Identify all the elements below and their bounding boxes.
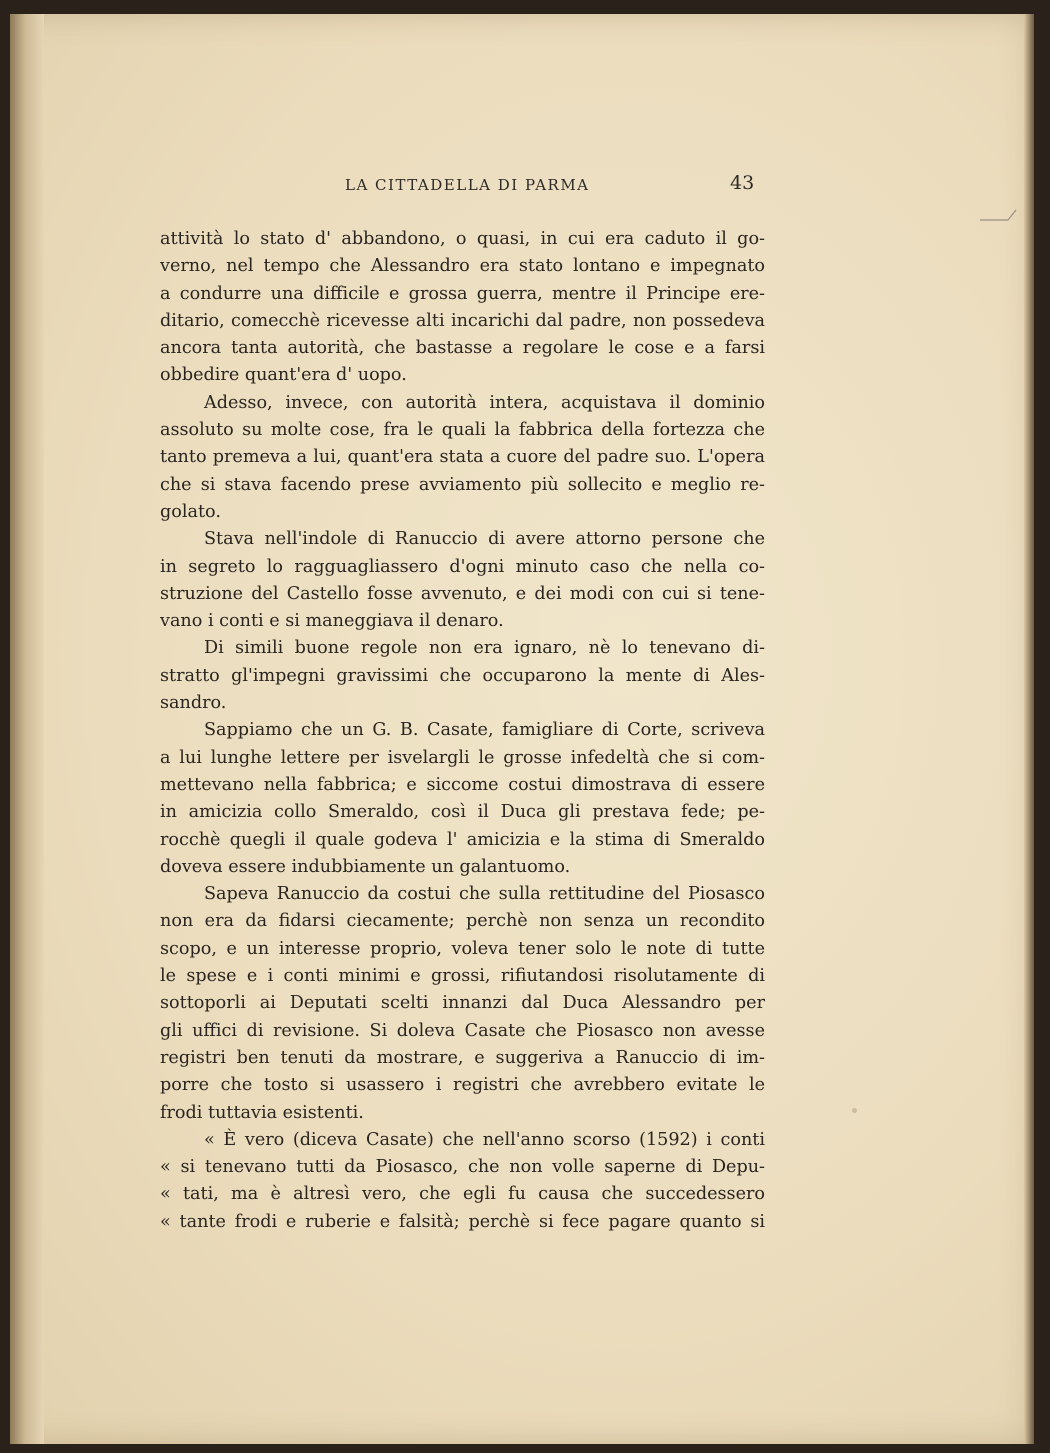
text-line: mettevano nella fabbrica; e siccome costui dimostrava di essere: [160, 774, 765, 795]
text-line: « tante frodi e ruberie e falsità; perchè si fece pagare quanto si: [160, 1211, 765, 1232]
text-line: a condurre una difficile e grossa guerra, mentre il Principe ere-: [160, 283, 765, 304]
text-line: ancora tanta autorità, che bastasse a regolare le cose e a farsi: [160, 338, 765, 359]
text-line: « È vero (diceva Casate) che nell'anno scorso (1592) i conti: [204, 1129, 765, 1150]
body-text: [160, 226, 765, 1236]
text-line: verno, nel tempo che Alessandro era stato lontano e impegnato: [160, 256, 765, 277]
text-line: in segreto lo ragguagliassero d'ogni minuto caso che nella co-: [160, 556, 765, 577]
text-line: le spese e i conti minimi e grossi, rifiutandosi risolutamente di: [160, 966, 765, 987]
text-line: vano i conti e si maneggiava il denaro.: [160, 611, 504, 632]
text-line: Stava nell'indole di Ranuccio di avere attorno persone che: [204, 529, 765, 550]
text-line: assoluto su molte cose, fra le quali la fabbrica della fortezza che: [160, 420, 765, 441]
text-line: gli uffici di revisione. Si doleva Casate che Piosasco non avesse: [160, 1020, 765, 1041]
text-line: « tati, ma è altresì vero, che egli fu causa che succedessero: [160, 1184, 765, 1205]
text-line: sottoporli ai Deputati scelti innanzi dal Duca Alessandro per: [160, 993, 765, 1014]
text-line: ditario, comecchè ricevesse alti incarichi dal padre, non possedeva: [160, 310, 765, 331]
text-line: struzione del Castello fosse avvenuto, e dei modi con cui si tene-: [160, 583, 765, 604]
text-line: a lui lunghe lettere per isvelargli le grosse infedeltà che si com-: [160, 747, 765, 768]
pencil-margin-mark: [978, 208, 1018, 226]
text-line: non era da fidarsi ciecamente; perchè non senza un recondito: [160, 911, 765, 932]
text-line: che si stava facendo prese avviamento più sollecito e meglio re-: [160, 474, 765, 495]
text-line: Di simili buone regole non era ignaro, nè lo tenevano di-: [204, 638, 765, 659]
running-title: LA CITTADELLA DI PARMA: [345, 176, 590, 194]
page-right-edge: [1024, 14, 1034, 1444]
text-line: « si tenevano tutti da Piosasco, che non volle saperne di Depu-: [160, 1157, 765, 1178]
text-line: Adesso, invece, con autorità intera, acquistava il dominio: [204, 392, 765, 413]
text-line: rocchè quegli il quale godeva l' amicizia e la stima di Smeraldo: [160, 829, 765, 850]
text-line: doveva essere indubbiamente un galantuomo.: [160, 856, 571, 877]
page-number: 43: [730, 172, 755, 194]
text-line: Sapeva Ranuccio da costui che sulla rettitudine del Piosasco: [204, 884, 765, 905]
text-line: registri ben tenuti da mostrare, e suggeriva a Ranuccio di im-: [160, 1047, 765, 1068]
text-line: sandro.: [160, 693, 227, 714]
text-line: tanto premeva a lui, quant'era stata a cuore del padre suo. L'opera: [160, 447, 765, 468]
text-line: scopo, e un interesse proprio, voleva tener solo le note di tutte: [160, 938, 765, 959]
text-line: stratto gl'impegni gravissimi che occuparono la mente di Ales-: [160, 665, 765, 686]
text-line: porre che tosto si usassero i registri che avrebbero evitate le: [160, 1075, 765, 1096]
paper-speck: [852, 1108, 857, 1113]
text-line: in amicizia collo Smeraldo, così il Duca gli prestava fede; pe-: [160, 802, 765, 823]
text-line: frodi tuttavia esistenti.: [160, 1102, 364, 1123]
text-line: Sappiamo che un G. B. Casate, famigliare di Corte, scriveva: [204, 720, 765, 741]
running-header: [150, 172, 770, 198]
page-gutter-shadow: [10, 14, 44, 1444]
text-line: golato.: [160, 501, 221, 522]
text-line: obbedire quant'era d' uopo.: [160, 365, 407, 386]
text-line: attività lo stato d' abbandono, o quasi, in cui era caduto il go-: [160, 229, 765, 249]
